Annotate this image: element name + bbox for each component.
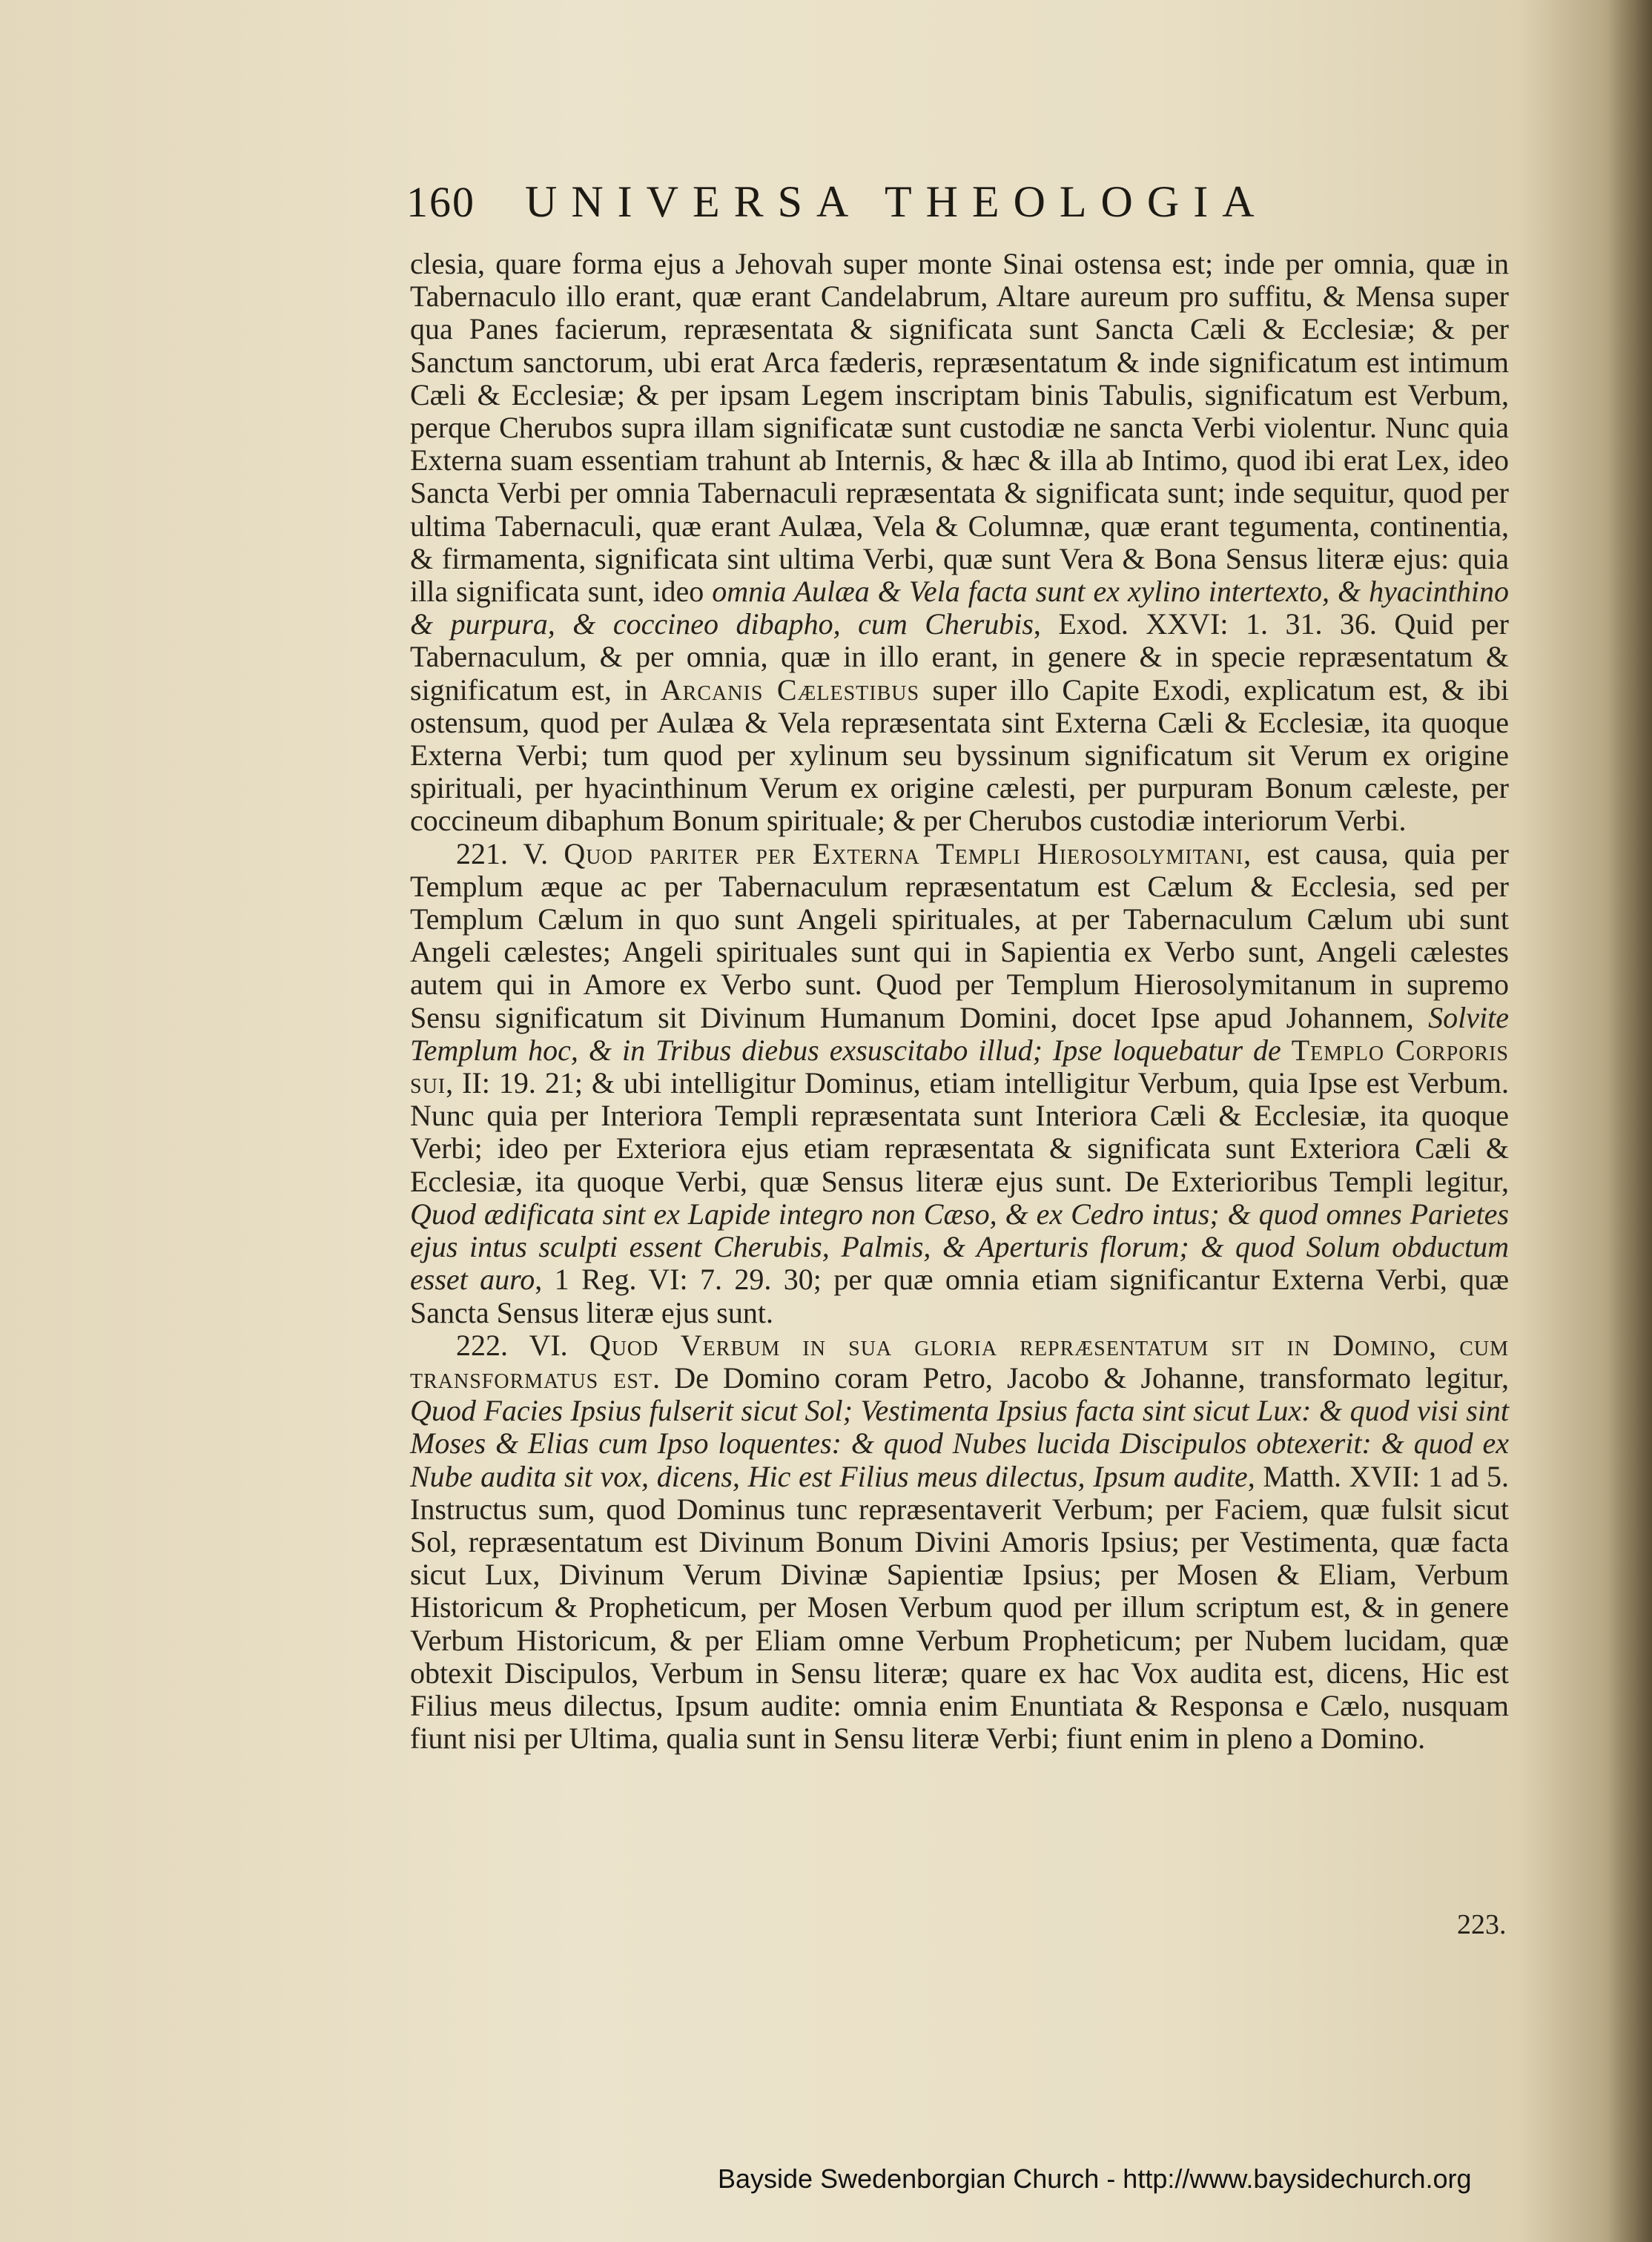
source-credit: Bayside Swedenborgian Church - http://www.baysidechurch.org — [718, 2163, 1472, 2194]
text-run: , Exod. XXVI: 1. 31. 36. Quid per Tabernaculum, & per omnia, quæ in illo erant, in genere & in specie repræsentatum & significatum est, in — [410, 607, 1510, 707]
text-run: super illo Capite Exodi, explicatum est, & ibi ostensum, quod per Aulæa & Vela repræsentata sint Externa Cæli & Ecclesiæ, ita quoque Externa Verbi; tum quod per xylinum seu byssinum significatum sit Verum ex origine spirituali, per hyacinthinum Verum ex origine cælesti, per purpuram Bonum cæleste, per coccineum dibaphum Bonum spirituale; & per Cherubos custodiæ interiorum Verbi. — [410, 672, 1509, 838]
text-run: . De Domino coram Petro, Jacobo & Johanne, transformato legitur, — [652, 1360, 1510, 1395]
text-run: omnia Aulæa & Vela facta sunt ex xylino intertexto, & hyacinthino & purpura, & coccineo dibapho, cum Cherubis — [410, 575, 1509, 641]
body-text — [410, 248, 1509, 1755]
text-run: Arcanis Cælestibus — [660, 672, 920, 707]
text-run: clesia, quare forma ejus a Jehovah super monte Sinai ostensa est; inde per omnia, quæ in Tabernaculo illo erant, quæ erant Candelabrum, Altare aureum pro suffitu, & Mensa super qua Panes facierum, repræsentata & significata sunt Sancta Cæli & Ecclesiæ; & per Sanctum sanctorum, ubi erat Arca fæderis, repræsentatum & inde significatum est intimum Cæli & Ecclesiæ; & per ipsam Legem inscriptam binis Tabulis, significatum est Verbum, perque Cherubos supra illam significatæ sunt custodiæ ne sancta Verbi violentur. Nunc quia Externa suam essentiam trahunt ab Internis, & hæc & illa ab Intimo, quod ibi erat Lex, ideo Sancta Verbi per omnia Tabernaculi repræsentata & significata sunt; inde sequitur, quod per ultima Tabernaculi, quæ erant Aulæa, Vela & Columnæ, quæ erant tegumenta, continentia, & firmamenta, significata sint ultima Verbi, quæ sunt Vera & Bona Sensus literæ ejus: quia illa significata sunt, ideo — [410, 247, 1509, 609]
text-run: , II: 19. 21; & ubi intelligitur Dominus, etiam intelligitur Verbum, quia Ipse est Verbum. Nunc quia per Interiora Templi repræsentata sunt Interiora Cæli & Ecclesiæ, ita quoque Verbi; ideo per Exteriora ejus etiam repræsentata & significata sunt Exteriora Cæli & Ecclesiæ, ita quoque Verbi, quæ Sensus literæ ejus sunt. De Exterioribus Templi legitur, — [410, 1066, 1509, 1198]
text-run: Quod Verbum in sua gloria repræsentatum sit in Domino, cum transformatus est — [410, 1328, 1509, 1395]
text-run: 222. VI. — [456, 1328, 589, 1362]
text-run: , est causa, quia per Templum æque ac per Tabernaculum repræsentatum est Cælum & Ecclesia, sed per Templum Cælum in quo sunt Angeli spirituales, at per Tabernaculum Cælum ubi sunt Angeli cælestes; Angeli spirituales sunt qui in Sapientia ex Verbo sunt, Angeli cælestes autem qui in Amore ex Verbo sunt. Quod per Templum Hierosolymitanum in supremo Sensu significatum sit Divinum Humanum Domini, docet Ipse apud Johannem, — [410, 836, 1509, 1034]
text-run: Templo Corporis sui — [410, 1033, 1509, 1100]
page-number: 160 — [406, 178, 475, 226]
text-run: Quod pariter per Externa Templi Hierosolymitani — [564, 836, 1244, 870]
text-run: , 1 Reg. VI: 7. 29. 30; per quæ omnia etiam significantur Externa Verbi, quæ Sancta Sensus literæ ejus sunt. — [410, 1263, 1509, 1329]
paragraph-continuation — [410, 248, 1509, 838]
text-run: Quod ædificata sint ex Lapide integro non Cæso, & ex Cedro intus; & quod omnes Parietes ejus intus sculpti essent Cherubis, Palmis, & Aperturis florum; & quod Solum obductum esset auro — [410, 1197, 1509, 1297]
text-run: Solvite Templum hoc, & in Tribus diebus exsuscitabo illud; Ipse loquebatur de — [410, 1000, 1509, 1067]
text-run: Quod Facies Ipsius fulserit sicut Sol; Vestimenta Ipsius facta sint sicut Lux: & quod visi sint Moses & Elias cum Ipso loquentes: & quod Nubes lucida Discipulos obtexerit: & quod ex Nube audita sit vox, dicens, Hic est Filius meus dilectus, Ipsum audite — [410, 1394, 1509, 1493]
running-title: UNIVERSA THEOLOGIA — [525, 177, 1269, 226]
page-header — [406, 176, 1385, 236]
text-run: , Matth. XVII: 1 ad 5. Instructus sum, quod Dominus tunc repræsentaverit Verbum; per Faciem, quæ fulsit sicut Sol, repræsentatum est Divinum Bonum Divini Amoris Ipsius; per Vestimenta, quæ facta sicut Lux, Divinum Verum Divinæ Sapientiæ Ipsius; per Mosen & Eliam, Verbum Historicum & Propheticum, per Mosen Verbum quod per illum scriptum est, & in genere Verbum Historicum, & per Eliam omne Verbum Propheticum; per Nubem lucidam, quæ obtexit Discipulos, Verbum in Sensu literæ; quare ex hac Vox audita est, dicens, Hic est Filius meus dilectus, Ipsum audite: omnia enim Enuntiata & Responsa e Cælo, nusquam fiunt nisi per Ultima, qualia sunt in Sensu literæ Verbi; fiunt enim in pleno a Domino. — [410, 1459, 1510, 1756]
text-run: 221. V. — [456, 836, 564, 870]
paragraph-221 — [410, 838, 1509, 1329]
catchword: 223. — [1457, 1909, 1507, 1940]
paragraph-222 — [410, 1329, 1509, 1756]
